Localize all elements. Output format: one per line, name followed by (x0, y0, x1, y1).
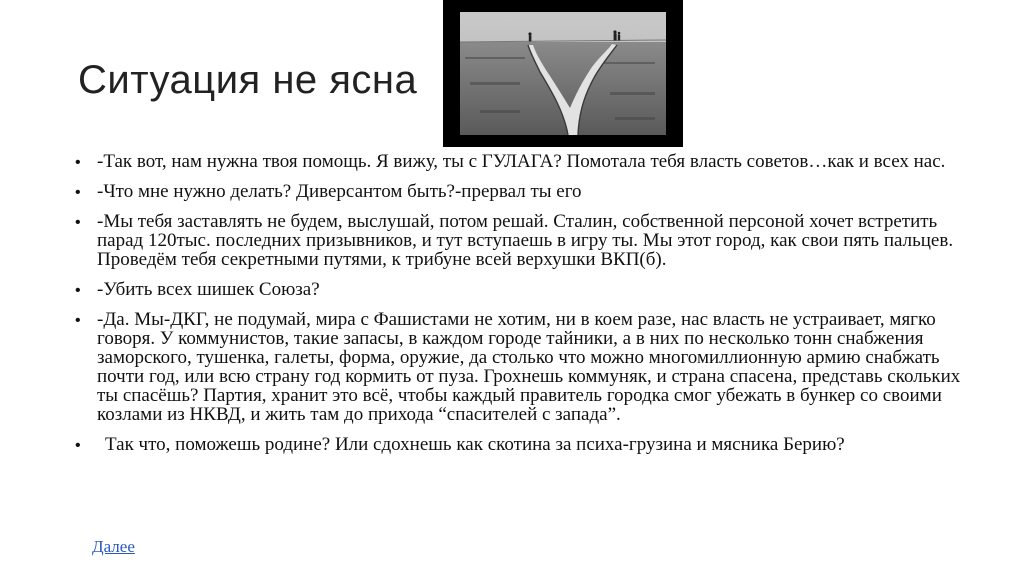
bullet-marker: • (75, 214, 81, 231)
bullet-marker: • (75, 184, 81, 201)
list-item (75, 435, 975, 454)
bullet-marker: • (75, 282, 81, 299)
bullet-text: -Что мне нужно делать? Диверсантом быть?-прервал ты его (97, 181, 582, 202)
bullet-marker: • (75, 154, 81, 171)
list-item (75, 152, 975, 171)
list-item (75, 212, 975, 269)
forked-road-photo-icon (460, 12, 666, 135)
list-item (75, 310, 975, 424)
bullet-text: -Убить всех шишек Союза? (97, 279, 320, 300)
bullet-text: -Так вот, нам нужна твоя помощь. Я вижу, ты с ГУЛАГА? Помотала тебя власть советов…как и всех нас. (97, 151, 946, 172)
photo-frame (443, 0, 683, 147)
slide-title: Ситуация не ясна (78, 58, 418, 102)
bullet-text: Так что, поможешь родине? Или сдохнешь как скотина за психа-грузина и мясника Берию? (105, 434, 845, 455)
bullet-marker: • (75, 312, 81, 329)
next-link[interactable]: Далее (92, 537, 135, 556)
bullet-text: -Мы тебя заставлять не будем, выслушай, потом решай. Сталин, собственной персоной хочет встретить парад 120тыс. последних призывников, и тут вступаешь в игру ты. Мы этот город, как свои пять пальцев. Проведём тебя секретными путями, к трибуне всей верхушки ВКП(б). (97, 211, 954, 270)
bullet-list (75, 152, 975, 465)
list-item (75, 182, 975, 201)
bullet-marker: • (75, 437, 81, 454)
bullet-text: -Да. Мы-ДКГ, не подумай, мира с Фашистами не хотим, ни в коем разе, нас власть не устраивает, мягко говоря. У коммунистов, такие запасы, в каждом городе тайники, а в них по несколько тонн снабжения заморского, тушенка, галеты, форма, оружие, да столько что можно многомиллионную армию снабжать почти год, или всю страну год кормить от пуза. Грохнешь коммуняк, и страна спасена, представь скольких ты спасёшь? Партия, хранит это всё, чтобы каждый правитель городка смог убежать в бункер со своими козлами из НКВД, и жить там до прихода “спасителей с запада”. (97, 309, 961, 425)
list-item (75, 280, 975, 299)
